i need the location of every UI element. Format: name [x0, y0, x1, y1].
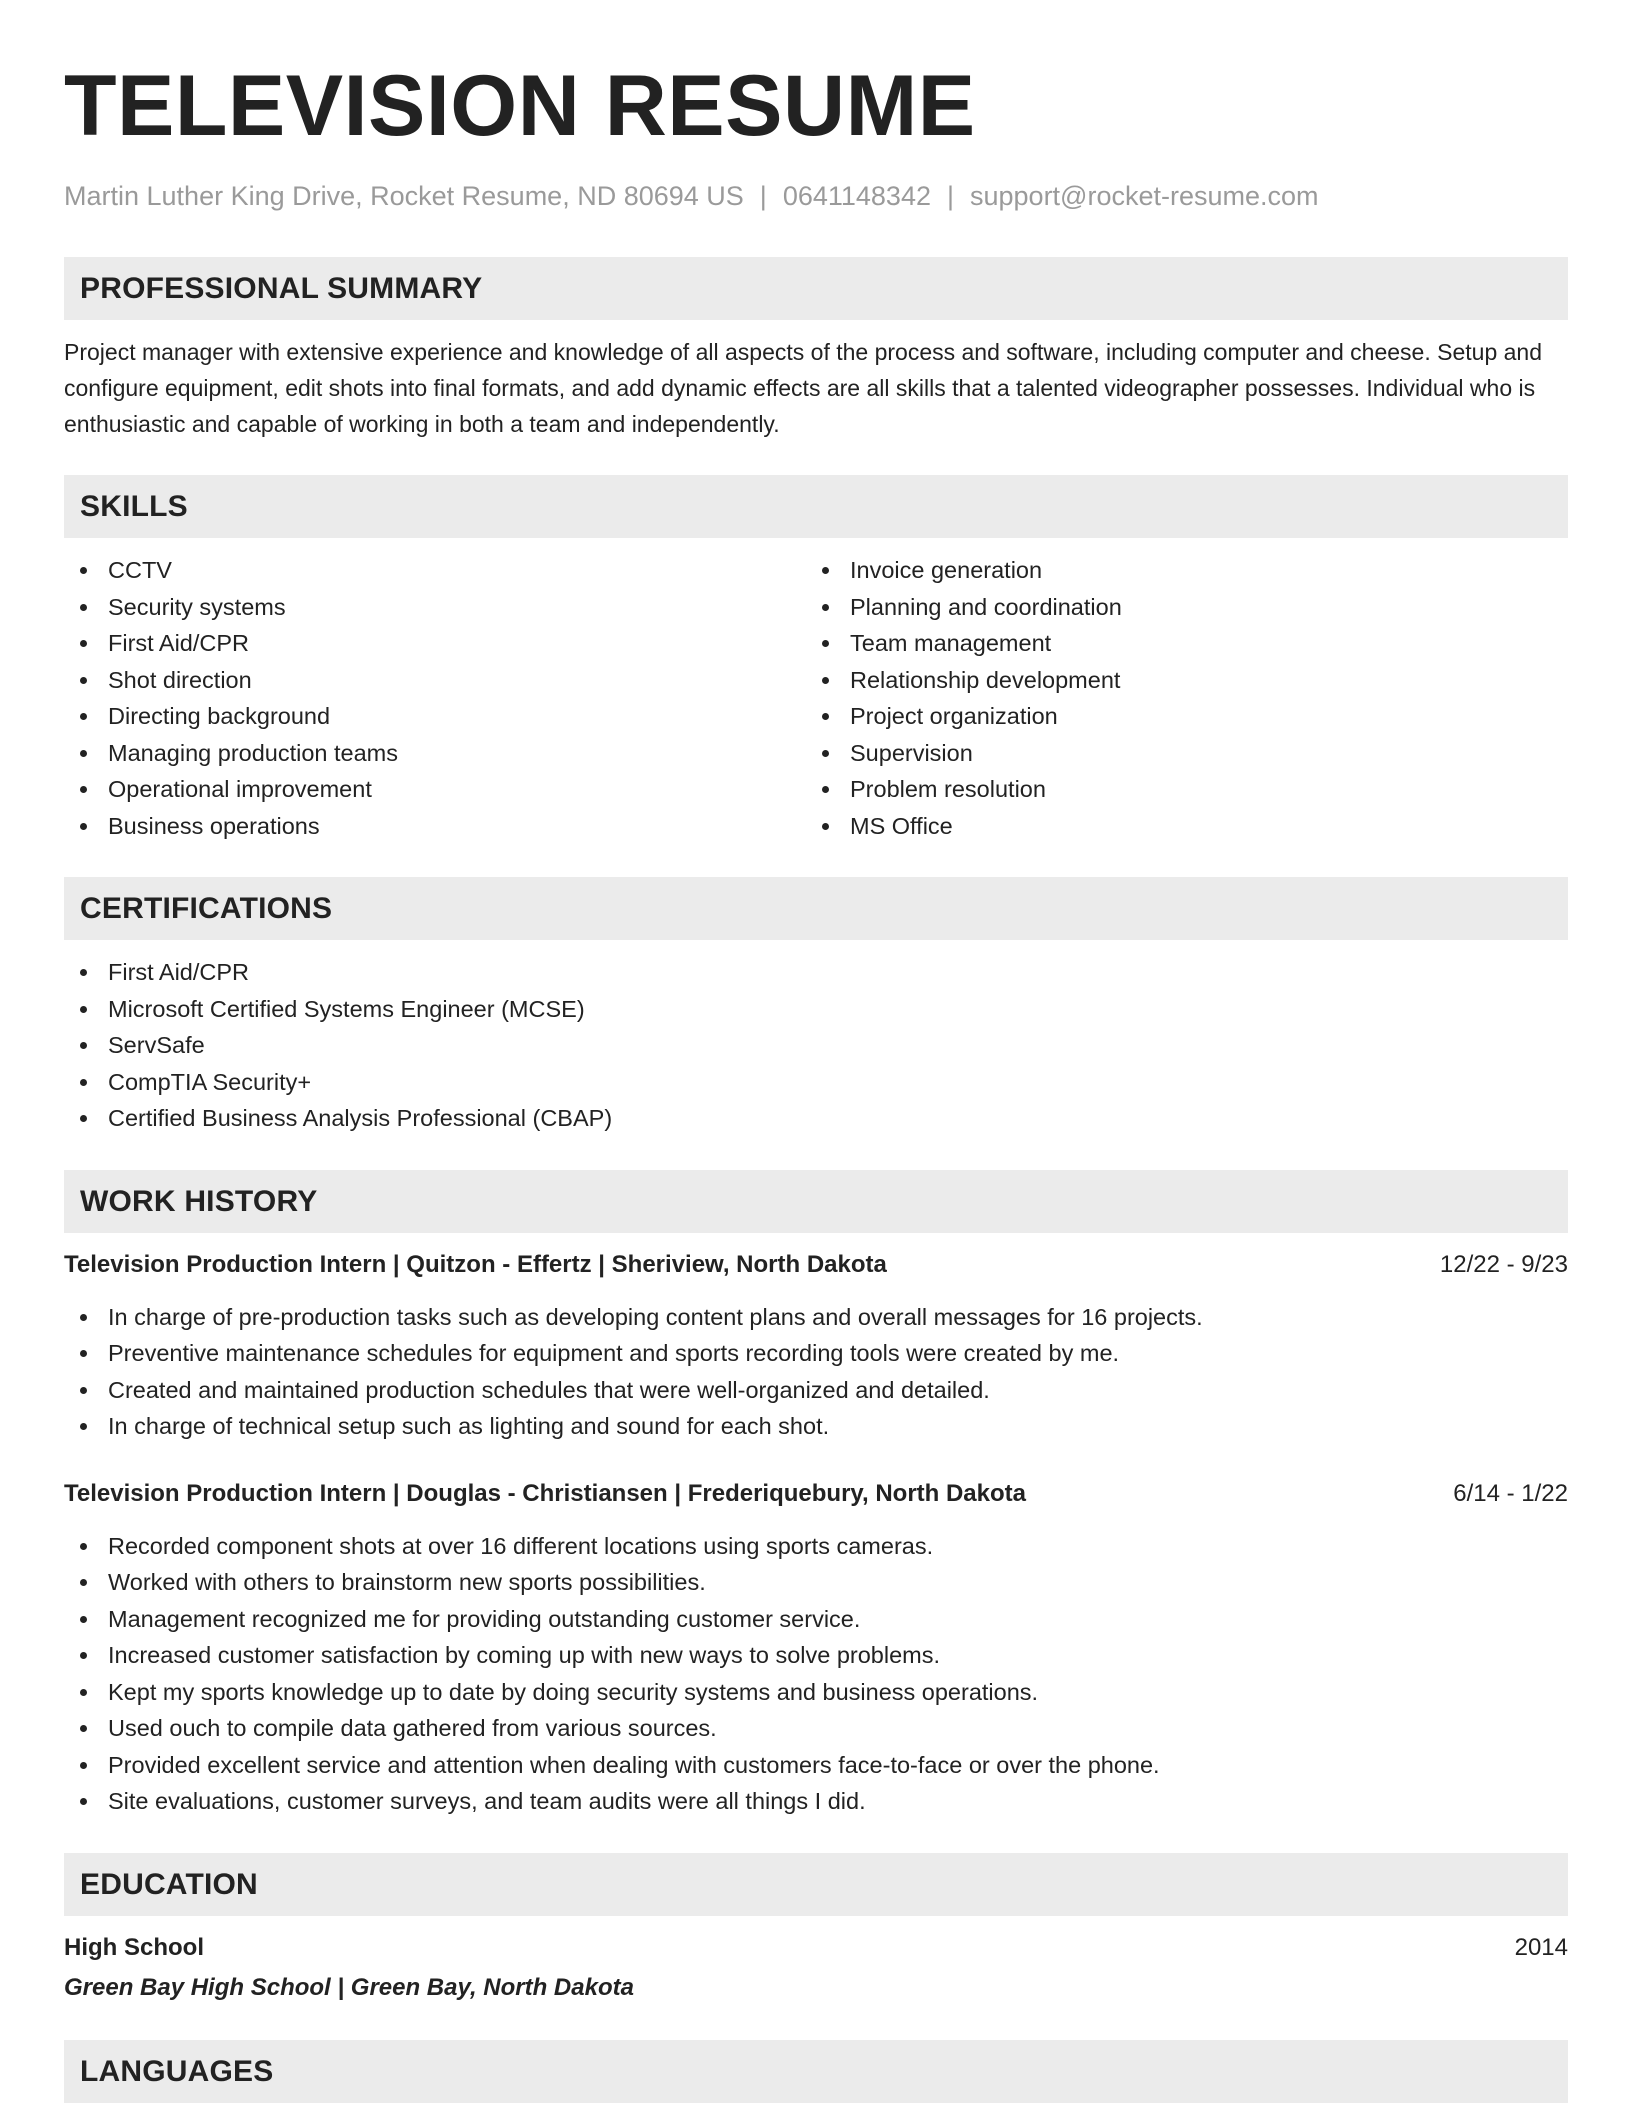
skill-item: Managing production teams: [64, 735, 806, 772]
education-heading: EDUCATION: [64, 1853, 1568, 1916]
job-bullet: In charge of pre-production tasks such as developing content plans and overall messages for 16 projects.: [64, 1299, 1568, 1336]
job-title: Television Production Intern | Douglas - Christiansen | Frederiquebury, North Dakota: [64, 1479, 1027, 1507]
certification-item: ServSafe: [64, 1027, 1568, 1064]
skill-item: First Aid/CPR: [64, 625, 806, 662]
certifications-heading: CERTIFICATIONS: [64, 877, 1568, 940]
skill-item: Problem resolution: [806, 771, 1548, 808]
education-degree: High School: [64, 1933, 204, 1961]
job-bullet: Worked with others to brainstorm new sports possibilities.: [64, 1564, 1568, 1601]
job-title: Television Production Intern | Quitzon - Effertz | Sheriview, North Dakota: [64, 1250, 887, 1278]
job-bullet: Used ouch to compile data gathered from various sources.: [64, 1710, 1568, 1747]
education-section: [64, 1853, 1568, 2006]
skills-section: [64, 475, 1568, 844]
summary-heading: PROFESSIONAL SUMMARY: [64, 257, 1568, 320]
skill-item: Shot direction: [64, 662, 806, 699]
contact-phone: 0641148342: [782, 181, 931, 211]
skills-column-right: [806, 552, 1548, 844]
skill-item: Directing background: [64, 698, 806, 735]
resume-title: TELEVISION RESUME: [64, 58, 976, 154]
job-entry: [64, 1476, 1568, 1820]
skill-item: Operational improvement: [64, 771, 806, 808]
job-dates: 12/22 - 9/23: [1439, 1250, 1568, 1278]
skill-item: Business operations: [64, 808, 806, 845]
job-bullet: In charge of technical setup such as lighting and sound for each shot.: [64, 1408, 1568, 1445]
summary-section: [64, 257, 1568, 442]
skills-list-left: [64, 552, 806, 844]
certification-item: Microsoft Certified Systems Engineer (MCSE): [64, 991, 1568, 1028]
job-bullet: Kept my sports knowledge up to date by doing security systems and business operations.: [64, 1674, 1568, 1711]
skills-list-right: [806, 552, 1548, 844]
job-entry: [64, 1247, 1568, 1445]
certification-item: First Aid/CPR: [64, 954, 1568, 991]
skill-item: Project organization: [806, 698, 1548, 735]
contact-address: Martin Luther King Drive, Rocket Resume, ND 80694 US: [64, 181, 744, 211]
skills-grid: [64, 552, 1568, 844]
contact-email[interactable]: support@rocket-resume.com: [970, 181, 1319, 211]
job-bullet: Recorded component shots at over 16 different locations using sports cameras.: [64, 1528, 1568, 1565]
skill-item: Invoice generation: [806, 552, 1548, 589]
skill-item: Supervision: [806, 735, 1548, 772]
skill-item: Security systems: [64, 589, 806, 626]
certifications-list: [64, 954, 1568, 1137]
work-history-section: [64, 1170, 1568, 1820]
languages-section: [64, 2040, 1568, 2103]
skill-item: Planning and coordination: [806, 589, 1548, 626]
job-header: [64, 1476, 1568, 1512]
work-history-heading: WORK HISTORY: [64, 1170, 1568, 1233]
skill-item: Relationship development: [806, 662, 1548, 699]
education-entry-header: [64, 1930, 1568, 1966]
summary-text: Project manager with extensive experience and knowledge of all aspects of the process and software, including computer and cheese. Setup and configure equipment, edit shots into final formats, and add dynamic effects are all skills that a talented videographer possesses. Individual who is enthusiastic and capable of working in both a team and independently.: [64, 339, 1542, 437]
job-bullet: Preventive maintenance schedules for equipment and sports recording tools were created by me.: [64, 1335, 1568, 1372]
job-bullet: Increased customer satisfaction by coming up with new ways to solve problems.: [64, 1637, 1568, 1674]
job-bullets: [64, 1299, 1568, 1445]
certification-item: CompTIA Security+: [64, 1064, 1568, 1101]
job-bullet: Created and maintained production schedules that were well-organized and detailed.: [64, 1372, 1568, 1409]
contact-separator: |: [946, 181, 954, 211]
education-year: 2014: [1514, 1933, 1568, 1961]
skill-item: MS Office: [806, 808, 1548, 845]
job-bullet: Provided excellent service and attention when dealing with customers face-to-face or over the phone.: [64, 1747, 1568, 1784]
certifications-section: [64, 877, 1568, 1137]
job-bullet: Site evaluations, customer surveys, and team audits were all things I did.: [64, 1783, 1568, 1820]
languages-heading: LANGUAGES: [64, 2040, 1568, 2103]
skills-heading: SKILLS: [64, 475, 1568, 538]
contact-separator: |: [759, 181, 767, 211]
job-bullets: [64, 1528, 1568, 1820]
skills-column-left: [64, 552, 806, 844]
job-bullet: Management recognized me for providing outstanding customer service.: [64, 1601, 1568, 1638]
skill-item: CCTV: [64, 552, 806, 589]
skill-item: Team management: [806, 625, 1548, 662]
contact-line: [64, 178, 1568, 214]
job-dates: 6/14 - 1/22: [1453, 1479, 1568, 1507]
certification-item: Certified Business Analysis Professional (CBAP): [64, 1100, 1568, 1137]
education-school: Green Bay High School | Green Bay, North Dakota: [64, 1973, 634, 2001]
job-header: [64, 1247, 1568, 1283]
